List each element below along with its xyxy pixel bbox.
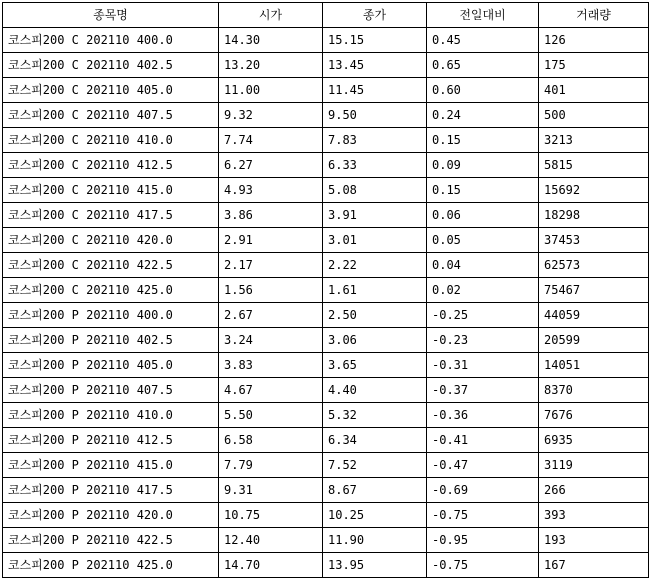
cell-open: 7.79 [219, 453, 323, 478]
cell-name: 코스피200 P 202110 410.0 [3, 403, 219, 428]
cell-close: 3.01 [323, 228, 427, 253]
cell-open: 4.67 [219, 378, 323, 403]
table-body [3, 28, 649, 578]
cell-change: -0.47 [427, 453, 539, 478]
cell-volume: 126 [539, 28, 649, 53]
cell-close: 15.15 [323, 28, 427, 53]
cell-close: 5.08 [323, 178, 427, 203]
cell-name: 코스피200 C 202110 410.0 [3, 128, 219, 153]
table-row[interactable] [3, 153, 649, 178]
cell-change: 0.05 [427, 228, 539, 253]
cell-name: 코스피200 P 202110 400.0 [3, 303, 219, 328]
cell-change: -0.23 [427, 328, 539, 353]
cell-volume: 393 [539, 503, 649, 528]
cell-open: 12.40 [219, 528, 323, 553]
table-row[interactable] [3, 378, 649, 403]
cell-close: 6.33 [323, 153, 427, 178]
cell-volume: 193 [539, 528, 649, 553]
cell-name: 코스피200 C 202110 417.5 [3, 203, 219, 228]
cell-close: 2.22 [323, 253, 427, 278]
table-row[interactable] [3, 478, 649, 503]
cell-close: 4.40 [323, 378, 427, 403]
cell-name: 코스피200 P 202110 422.5 [3, 528, 219, 553]
table-row[interactable] [3, 128, 649, 153]
cell-volume: 500 [539, 103, 649, 128]
cell-name: 코스피200 P 202110 425.0 [3, 553, 219, 578]
cell-volume: 62573 [539, 253, 649, 278]
column-header-change: 전일대비 [427, 3, 539, 28]
cell-close: 9.50 [323, 103, 427, 128]
cell-open: 5.50 [219, 403, 323, 428]
cell-open: 3.86 [219, 203, 323, 228]
cell-change: 0.15 [427, 178, 539, 203]
table-row[interactable] [3, 253, 649, 278]
cell-change: 0.09 [427, 153, 539, 178]
column-header-open: 시가 [219, 3, 323, 28]
cell-close: 3.91 [323, 203, 427, 228]
cell-close: 8.67 [323, 478, 427, 503]
table-row[interactable] [3, 278, 649, 303]
cell-name: 코스피200 C 202110 422.5 [3, 253, 219, 278]
cell-volume: 44059 [539, 303, 649, 328]
cell-close: 7.83 [323, 128, 427, 153]
cell-change: -0.31 [427, 353, 539, 378]
table-row[interactable] [3, 453, 649, 478]
cell-close: 13.45 [323, 53, 427, 78]
cell-close: 10.25 [323, 503, 427, 528]
cell-name: 코스피200 C 202110 415.0 [3, 178, 219, 203]
cell-volume: 18298 [539, 203, 649, 228]
cell-open: 10.75 [219, 503, 323, 528]
cell-name: 코스피200 C 202110 407.5 [3, 103, 219, 128]
cell-change: -0.69 [427, 478, 539, 503]
cell-change: 0.60 [427, 78, 539, 103]
cell-change: -0.37 [427, 378, 539, 403]
cell-open: 14.30 [219, 28, 323, 53]
table-row[interactable] [3, 228, 649, 253]
table-row[interactable] [3, 303, 649, 328]
cell-volume: 175 [539, 53, 649, 78]
table-row[interactable] [3, 178, 649, 203]
cell-open: 9.31 [219, 478, 323, 503]
cell-close: 11.90 [323, 528, 427, 553]
cell-close: 11.45 [323, 78, 427, 103]
cell-open: 7.74 [219, 128, 323, 153]
table-row[interactable] [3, 428, 649, 453]
cell-open: 11.00 [219, 78, 323, 103]
cell-open: 4.93 [219, 178, 323, 203]
cell-volume: 15692 [539, 178, 649, 203]
cell-open: 2.67 [219, 303, 323, 328]
table-row[interactable] [3, 103, 649, 128]
column-header-volume: 거래량 [539, 3, 649, 28]
cell-name: 코스피200 P 202110 402.5 [3, 328, 219, 353]
table-row[interactable] [3, 553, 649, 578]
cell-name: 코스피200 P 202110 405.0 [3, 353, 219, 378]
cell-change: -0.25 [427, 303, 539, 328]
cell-volume: 8370 [539, 378, 649, 403]
cell-close: 6.34 [323, 428, 427, 453]
table-row[interactable] [3, 503, 649, 528]
cell-close: 3.65 [323, 353, 427, 378]
cell-change: 0.65 [427, 53, 539, 78]
cell-open: 9.32 [219, 103, 323, 128]
cell-open: 6.27 [219, 153, 323, 178]
cell-volume: 3213 [539, 128, 649, 153]
table-row[interactable] [3, 203, 649, 228]
cell-name: 코스피200 P 202110 420.0 [3, 503, 219, 528]
cell-name: 코스피200 C 202110 405.0 [3, 78, 219, 103]
cell-name: 코스피200 P 202110 412.5 [3, 428, 219, 453]
table-row[interactable] [3, 528, 649, 553]
cell-open: 2.17 [219, 253, 323, 278]
table-row[interactable] [3, 328, 649, 353]
cell-name: 코스피200 P 202110 407.5 [3, 378, 219, 403]
cell-volume: 14051 [539, 353, 649, 378]
cell-close: 3.06 [323, 328, 427, 353]
options-quote-table [2, 2, 649, 578]
table-row[interactable] [3, 403, 649, 428]
table-header-row [3, 3, 649, 28]
cell-name: 코스피200 C 202110 402.5 [3, 53, 219, 78]
cell-open: 13.20 [219, 53, 323, 78]
cell-close: 5.32 [323, 403, 427, 428]
cell-volume: 3119 [539, 453, 649, 478]
cell-change: 0.04 [427, 253, 539, 278]
cell-name: 코스피200 C 202110 420.0 [3, 228, 219, 253]
cell-name: 코스피200 C 202110 412.5 [3, 153, 219, 178]
cell-close: 13.95 [323, 553, 427, 578]
column-header-close: 종가 [323, 3, 427, 28]
cell-close: 7.52 [323, 453, 427, 478]
cell-change: -0.75 [427, 553, 539, 578]
table-row[interactable] [3, 78, 649, 103]
table-row[interactable] [3, 53, 649, 78]
cell-name: 코스피200 P 202110 417.5 [3, 478, 219, 503]
cell-change: 0.45 [427, 28, 539, 53]
column-header-name: 종목명 [3, 3, 219, 28]
table-row[interactable] [3, 353, 649, 378]
cell-volume: 167 [539, 553, 649, 578]
cell-open: 2.91 [219, 228, 323, 253]
cell-change: -0.75 [427, 503, 539, 528]
cell-change: 0.02 [427, 278, 539, 303]
cell-volume: 37453 [539, 228, 649, 253]
cell-change: -0.95 [427, 528, 539, 553]
cell-change: -0.36 [427, 403, 539, 428]
table-row[interactable] [3, 28, 649, 53]
cell-open: 3.24 [219, 328, 323, 353]
cell-change: 0.15 [427, 128, 539, 153]
table-header [3, 3, 649, 28]
cell-volume: 5815 [539, 153, 649, 178]
cell-volume: 75467 [539, 278, 649, 303]
cell-open: 14.70 [219, 553, 323, 578]
cell-change: 0.24 [427, 103, 539, 128]
cell-name: 코스피200 P 202110 415.0 [3, 453, 219, 478]
cell-name: 코스피200 C 202110 400.0 [3, 28, 219, 53]
cell-change: -0.41 [427, 428, 539, 453]
cell-volume: 7676 [539, 403, 649, 428]
cell-open: 6.58 [219, 428, 323, 453]
cell-volume: 401 [539, 78, 649, 103]
cell-close: 1.61 [323, 278, 427, 303]
cell-name: 코스피200 C 202110 425.0 [3, 278, 219, 303]
cell-change: 0.06 [427, 203, 539, 228]
cell-volume: 6935 [539, 428, 649, 453]
cell-open: 1.56 [219, 278, 323, 303]
cell-close: 2.50 [323, 303, 427, 328]
cell-open: 3.83 [219, 353, 323, 378]
cell-volume: 20599 [539, 328, 649, 353]
cell-volume: 266 [539, 478, 649, 503]
